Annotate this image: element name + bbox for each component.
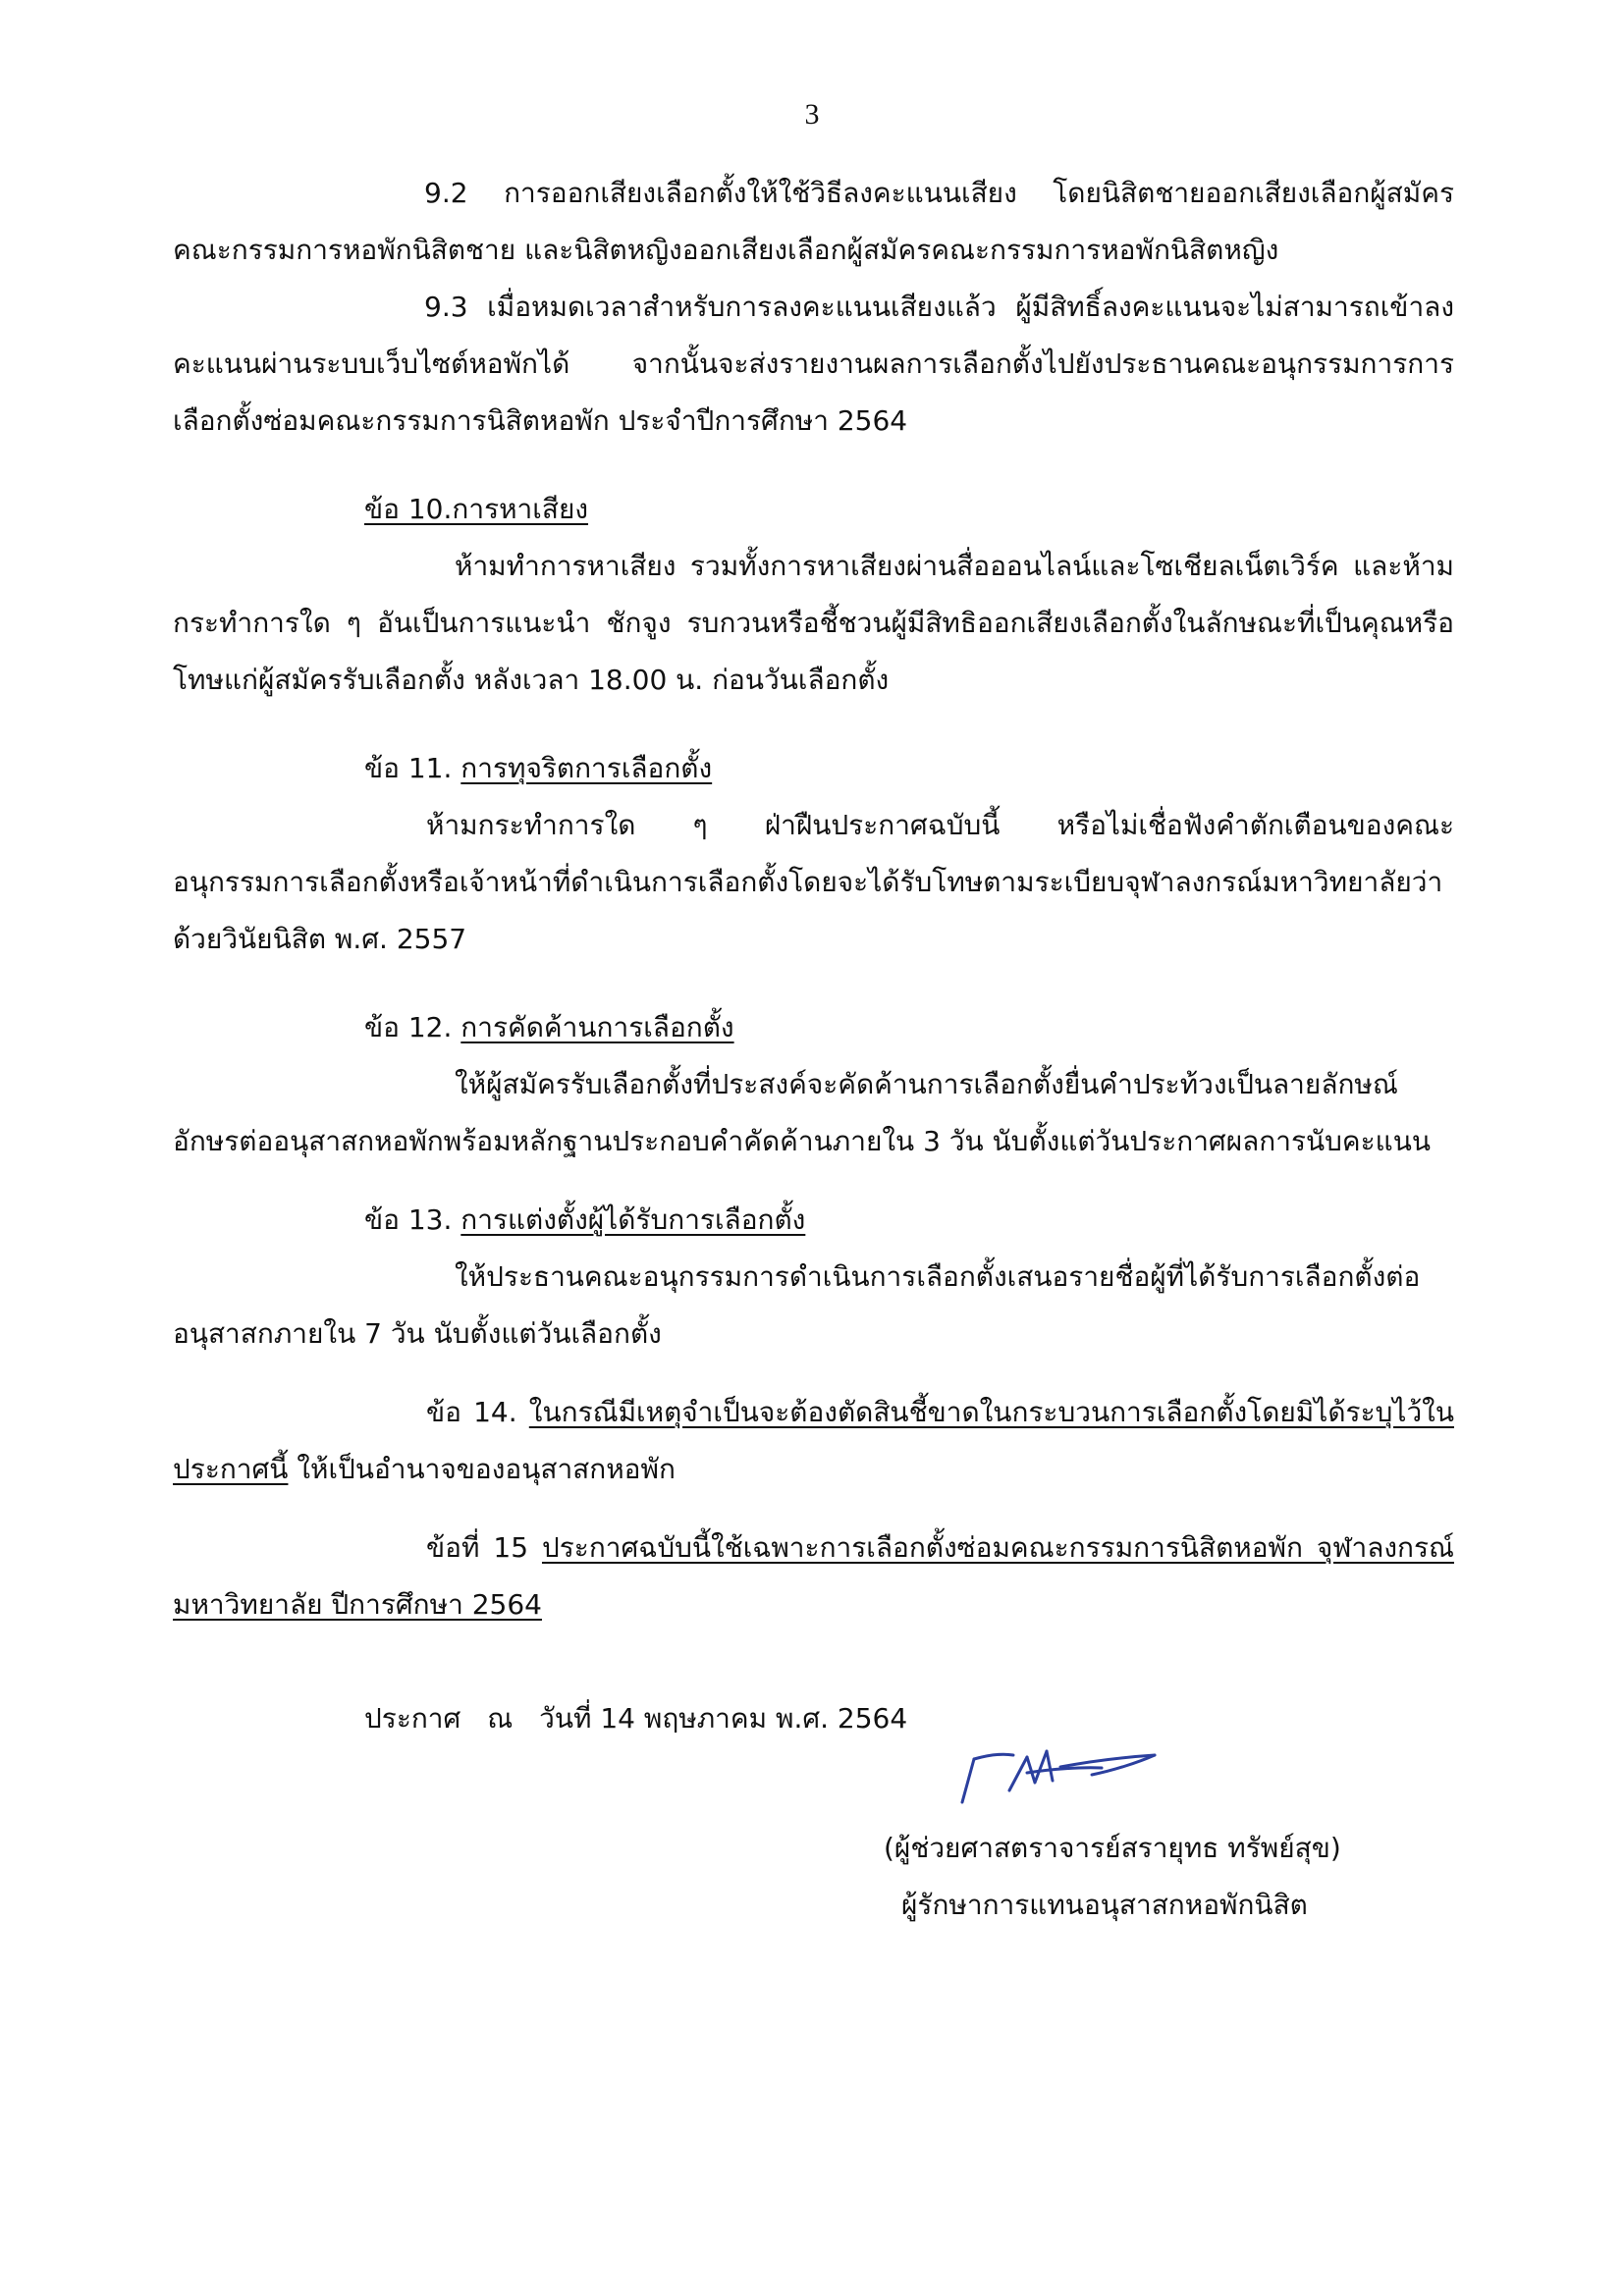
clause-9-2: 9.2 การออกเสียงเลือกตั้งให้ใช้วิธีลงคะแนนเสียง โดยนิสิตชายออกเสียงเลือกผู้สมัครคณะกรรมการหอพักนิสิตชาย และนิสิตหญิงออกเสียงเลือกผู้สมัครคณะกรรมการหอพักนิสิตหญิง: [173, 177, 1454, 266]
clause-13-title: การแต่งตั้งผู้ได้รับการเลือกตั้ง: [460, 1203, 806, 1236]
clause-14-number: ข้อ 14.: [426, 1396, 529, 1428]
signer-name: (ผู้ช่วยศาสตราจารย์สรายุทธ ทรัพย์สุข): [884, 1832, 1341, 1864]
clause-14-underlined: ในกรณีมีเหตุจำเป็นจะต้องตัดสินชี้ขาดในกระบวนการเลือกตั้งโดยมิได้ระบุไว้ในประกาศนี้: [173, 1396, 1454, 1485]
announcement-word: ประกาศ: [364, 1702, 461, 1735]
clause-15: [173, 1520, 1454, 1633]
announcement-date: วันที่ 14 พฤษภาคม พ.ศ. 2564: [539, 1702, 908, 1735]
clause-10-body: ห้ามทำการหาเสียง รวมทั้งการหาเสียงผ่านสื่อออนไลน์และโซเชียลเน็ตเวิร์ค และห้ามกระทำการใด ๆ อันเป็นการแนะนำ ชักจูง รบกวนหรือชี้ชวนผู้มีสิทธิออกเสียงเลือกตั้งในลักษณะที่เป็นคุณหรือโทษแก่ผู้สมัครรับเลือกตั้ง หลังเวลา 18.00 น. ก่อนวันเลือกตั้ง: [173, 550, 1454, 696]
clause-10-title: ข้อ 10.การหาเสียง: [364, 493, 589, 525]
clause-12-title: การคัดค้านการเลือกตั้ง: [460, 1011, 734, 1043]
clause-10-heading: [364, 481, 1454, 538]
clause-12-heading: [364, 999, 1454, 1056]
clause-15-number: ข้อที่ 15: [426, 1531, 542, 1564]
clause-9-3: 9.3 เมื่อหมดเวลาสำหรับการลงคะแนนเสียงแล้ว ผู้มีสิทธิ์ลงคะแนนจะไม่สามารถเข้าลงคะแนนผ่านระบบเว็บไซต์หอพักได้ จากนั้นจะส่งรายงานผลการเลือกตั้งไปยังประธานคณะอนุกรรมการการเลือกตั้งซ่อมคณะกรรมการนิสิตหอพัก ประจำปีการศึกษา 2564: [173, 291, 1454, 437]
clause-12-number: ข้อ 12.: [364, 1011, 461, 1043]
clause-13-body: ให้ประธานคณะอนุกรรมการดำเนินการเลือกตั้งเสนอรายชื่อผู้ที่ได้รับการเลือกตั้งต่ออนุสาสกภายใน 7 วัน นับตั้งแต่วันเลือกตั้ง: [173, 1260, 1421, 1350]
clause-14: [173, 1384, 1454, 1498]
signer-title: ผู้รักษาการแทนอนุสาสกหอพักนิสิต: [901, 1889, 1308, 1921]
clause-14-rest: ให้เป็นอำนาจของอนุสาสกหอพัก: [288, 1453, 676, 1485]
clause-13-number: ข้อ 13.: [364, 1203, 461, 1236]
clause-11-heading: [364, 740, 1454, 797]
clause-13-heading: [364, 1192, 1454, 1249]
announcement-line: [364, 1690, 1454, 1747]
clause-11-number: ข้อ 11.: [364, 752, 461, 784]
clause-15-underlined: ประกาศฉบับนี้ใช้เฉพาะการเลือกตั้งซ่อมคณะกรรมการนิสิตหอพัก จุฬาลงกรณ์มหาวิทยาลัย ปีการศึกษา 2564: [173, 1531, 1454, 1621]
document-body: [173, 165, 1454, 1747]
announcement-at: ณ: [487, 1702, 514, 1735]
clause-12-body: ให้ผู้สมัครรับเลือกตั้งที่ประสงค์จะคัดค้านการเลือกตั้งยื่นคำประท้วงเป็นลายลักษณ์อักษรต่ออนุสาสกหอพักพร้อมหลักฐานประกอบคำคัดค้านภายใน 3 วัน นับตั้งแต่วันประกาศผลการนับคะแนน: [173, 1068, 1431, 1157]
page-number: 3: [804, 98, 820, 131]
clause-11-body: ห้ามกระทำการใด ๆ ฝ่าฝืนประกาศฉบับนี้ หรือไม่เชื่อฟังคำตักเตือนของคณะอนุกรรมการเลือกตั้งหรือเจ้าหน้าที่ดำเนินการเลือกตั้งโดยจะได้รับโทษตามระเบียบจุฬาลงกรณ์มหาวิทยาลัยว่าด้วยวินัยนิสิต พ.ศ. 2557: [173, 809, 1454, 955]
handwritten-signature: [945, 1737, 1170, 1816]
clause-11-title: การทุจริตการเลือกตั้ง: [460, 752, 713, 784]
